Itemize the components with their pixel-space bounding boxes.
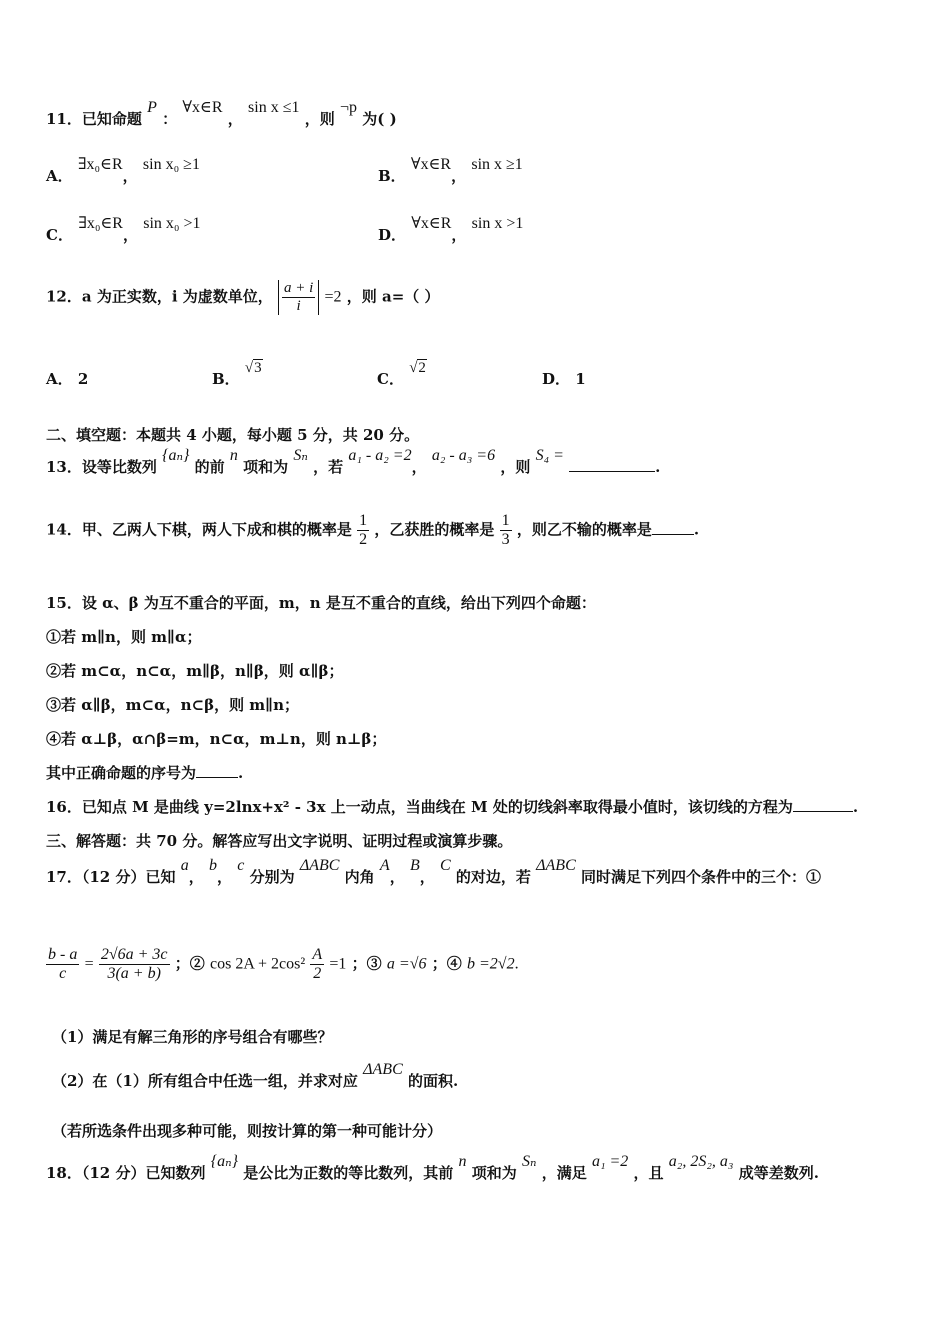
- q17-stem: 17．（12 分）已知 a， b， c 分别为 ΔABC 内角 A， B， C 的对边，若 ΔABC 同时满足下列四个条件中的三个：①: [46, 857, 821, 886]
- q11-option-b: B． ∀x∈R， sin x ≥1: [378, 156, 523, 185]
- q11-option-a: A． ∃x₀∈R， sin x₀ ≥1: [46, 156, 200, 185]
- q13-stem: 13．设等比数列 {aₙ} 的前 n 项和为 Sₙ ，若 a₁ - a₂ =2， a₂ - a₃ =6 ，则 S₄ = .: [46, 447, 661, 476]
- q15-intro: 15．设 α、β 为互不重合的平面，m，n 是互不重合的直线，给出下列四个命题：: [46, 594, 596, 612]
- q12-option-d: D． 1: [542, 370, 586, 388]
- q17-note: （若所选条件出现多种可能，则按计算的第一种可能计分）: [52, 1122, 443, 1140]
- q15-item-4: ④若 α⊥β，α∩β=m，n⊂α，m⊥n，则 n⊥β；: [46, 730, 387, 748]
- q12-option-c: C． √2: [377, 360, 426, 388]
- q16-stem: 16．已知点 M 是曲线 y=2lnx+x² - 3x 上一动点，当曲线在 M 处的切线斜率取得最小值时，该切线的方程为 .: [46, 798, 859, 816]
- q12-option-b: B． √3: [212, 360, 262, 388]
- q15-item-3: ③若 α∥β，m⊂α，n⊂β，则 m∥n；: [46, 696, 300, 714]
- q12-option-a: A． 2: [46, 370, 89, 388]
- section-2-heading: 二、填空题：本题共 4 小题，每小题 5 分，共 20 分。: [46, 426, 420, 444]
- q17-part-2: （2）在（1）所有组合中任选一组，并求对应 ΔABC 的面积.: [52, 1061, 459, 1090]
- q14-stem: 14．甲、乙两人下棋，两人下成和棋的概率是 $\frac{1}{2}$ ，乙获胜的概率是 $\frac{1}{3}$ ，则乙不输的概率是 .: [46, 512, 700, 548]
- q11-option-d: D． ∀x∈R， sin x >1: [378, 215, 524, 244]
- q11-option-c: C． ∃x₀∈R， sin x₀ >1: [46, 215, 201, 244]
- q15-ask: 其中正确命题的序号为 .: [46, 764, 244, 782]
- q17-part-1: （1）满足有解三角形的序号组合有哪些？: [52, 1028, 333, 1046]
- q15-item-1: ①若 m∥n，则 m∥α；: [46, 628, 202, 646]
- q17-conditions: $\frac{b - a}{c}$ = $\frac{2√6a + 3c}{3(a + b)}$ ；② cos 2A + 2cos² $\frac{A}{2}$ =1 ；③ a =√6 ；④ b =2√2.: [48, 946, 519, 982]
- q18-stem: 18．（12 分）已知数列 {aₙ} 是公比为正数的等比数列，其前 n 项和为 Sₙ ，满足 a₁ =2 ，且 a₂, 2S₂, a₃ 成等差数列.: [46, 1153, 819, 1182]
- q12-stem: 12．a 为正实数，i 为虚数单位， $\frac{a + i}{i}$ =2 ，则 a=（ ）: [46, 280, 440, 314]
- q15-item-2: ②若 m⊂α，n⊂α，m∥β，n∥β，则 α∥β；: [46, 662, 344, 680]
- section-3-heading: 三、解答题：共 70 分。解答应写出文字说明、证明过程或演算步骤。: [46, 832, 513, 850]
- q11-stem: 11．已知命题 P ： ∀x∈R ， sin x ≤1 ，则 ¬p 为( ): [46, 99, 397, 128]
